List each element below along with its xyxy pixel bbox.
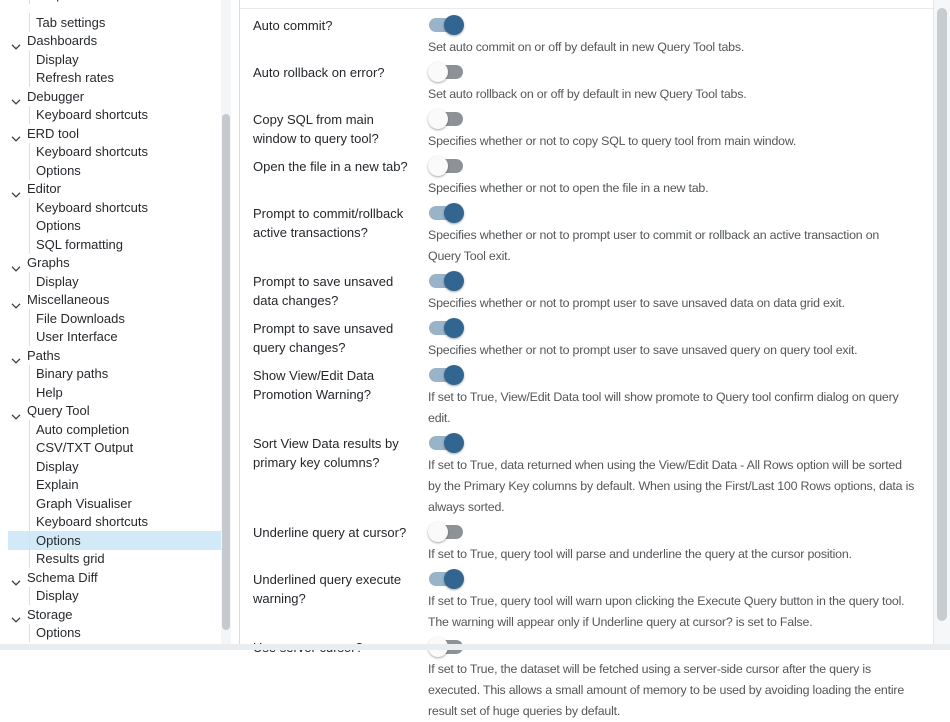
tree-item-label: Query Tool [27,403,90,419]
setting-control [428,522,950,565]
toggle-switch[interactable] [428,62,464,82]
tree-item-help[interactable] [8,383,222,402]
setting-label: Copy SQL from main window to query tool? [253,111,379,146]
tree-item-clipped-partial[interactable] [8,0,222,4]
tree-item-label: Graphs [27,255,70,271]
tree-item-results-grid[interactable] [8,550,222,569]
tree-item-label: Binary paths [36,366,109,382]
setting-help: If set to True, data returned when using the View/Edit Data - All Rows option will be sorted by the Primary Key columns by default. When using the First/Last 100 Rows options, data is always sorted. [428,458,915,514]
tree-item-label: Miscellaneous [27,292,110,308]
toggle-thumb [444,569,464,589]
setting-help: If set to True, query tool will warn upon clicking the Execute Query button in the query tool. The warning will appear only if Underline query at cursor? is set to False. [428,594,905,629]
setting-control [428,203,950,267]
tree-item-label: Schema Diff [27,569,98,585]
tree-item-keyboard-shortcuts[interactable] [8,106,222,125]
setting-row-sort-view-data-results-by-primary-key-columns [253,433,950,518]
tree-item-graph-visualiser[interactable] [8,494,222,513]
setting-label: Auto commit? [253,17,333,33]
toggle-thumb [444,318,464,338]
toggle-thumb [444,271,464,291]
tree-item-label: Tab settings [36,14,106,30]
tree-item-label: Help [36,384,63,400]
toggle-switch[interactable] [428,15,464,35]
tree-item-file-downloads[interactable] [8,309,222,328]
tree-item-options[interactable] [8,531,222,550]
setting-row-underline-query-at-cursor [253,522,950,565]
toggle-thumb [444,365,464,385]
setting-control [428,365,950,429]
chevron-down-icon[interactable] [11,93,21,99]
toggle-thumb [444,203,464,223]
setting-label: Open the file in a new tab? [253,158,408,174]
tree-item-tab-settings[interactable] [8,13,222,32]
dialog-bottom-edge [0,644,950,650]
chevron-down-icon[interactable] [11,38,21,44]
tree-item-label: Options [36,218,81,234]
setting-row-prompt-to-commit-rollback-active-transactions [253,203,950,267]
sidebar-scrollbar-track[interactable] [221,0,231,644]
chevron-down-icon[interactable] [11,186,21,192]
tree-item-label: Dashboards [27,33,98,49]
tree-item-label: Results grid [36,551,105,567]
preferences-sidebar [0,0,240,650]
tree-item-erd-tool[interactable] [8,124,222,143]
tree-item-label: ERD tool [27,125,80,141]
setting-label: Auto rollback on error? [253,64,385,80]
tree-item-storage[interactable] [8,605,222,624]
tree-item-dashboards[interactable] [8,32,222,51]
tree-item-label: CSV/TXT Output [36,440,134,456]
setting-label: Show View/Edit Data Promotion Warning? [253,367,375,402]
setting-control [428,156,950,199]
setting-row-prompt-to-save-unsaved-query-changes [253,318,950,361]
tree-item-label: Editor [27,181,61,197]
tree-item-miscellaneous[interactable] [8,291,222,310]
tree-item-auto-completion[interactable] [8,420,222,439]
query-tool-options-panel [240,0,950,718]
tree-item-explain[interactable] [8,476,222,495]
tree-item-editor[interactable] [8,180,222,199]
tree-item-label: Display [36,273,79,289]
chevron-down-icon[interactable] [11,260,21,266]
tree-item-keyboard-shortcuts[interactable] [8,513,222,532]
setting-control [428,433,950,518]
tree-item-label: Graph Visualiser [36,495,132,511]
toggle-thumb [428,156,448,176]
setting-row-copy-sql-from-main-window-to-query-tool [253,109,950,152]
tree-item-label: Keyboard shortcuts [36,199,149,215]
setting-help: Set auto rollback on or off by default in new Query Tool tabs. [428,87,747,101]
chevron-down-icon[interactable] [11,611,21,617]
setting-help: If set to True, the dataset will be fetched using a server-side cursor after the query is executed. This allows a small amount of memory to be used by avoiding loading the entire result set of huge queries by default. [428,662,905,718]
tree-item-schema-diff[interactable] [8,568,222,587]
toggle-switch[interactable] [428,271,464,291]
tree-item-label: Options [36,162,81,178]
tree-item-label: Auto completion [36,421,130,437]
tree-item-label: Display [36,51,79,67]
toggle-switch[interactable] [428,109,464,129]
sidebar-scrollbar-thumb[interactable] [222,114,230,630]
setting-row-auto-rollback-on-error [253,62,950,105]
toggle-switch[interactable] [428,203,464,223]
tree-item-sql-formatting[interactable] [8,235,222,254]
setting-help: Specifies whether or not to open the file in a new tab. [428,181,709,195]
tree-item-label: Refresh rates [36,70,115,86]
tree-item-display[interactable] [8,587,222,606]
toggle-thumb [428,522,448,542]
chevron-down-icon[interactable] [11,408,21,414]
setting-control [428,271,950,314]
tree-item-keyboard-shortcuts[interactable] [8,198,222,217]
setting-help: Specifies whether or not to prompt user to save unsaved data on data grid exit. [428,296,845,310]
setting-control [428,318,950,361]
setting-help: Specifies whether or not to copy SQL to query tool from main window. [428,134,797,148]
tree-item-label: Storage [27,606,73,622]
tree-item-debugger[interactable] [8,87,222,106]
tree-item-label: Options [36,625,81,641]
setting-row-auto-commit [253,15,950,58]
setting-control [428,15,950,58]
tree-item-label: Explain [36,477,79,493]
panel-scrollbar-track[interactable] [933,0,950,644]
tree-item-label: Paths [27,347,61,363]
setting-row-show-view-edit-data-promotion-warning [253,365,950,429]
toggle-switch[interactable] [428,156,464,176]
setting-control [428,569,950,633]
panel-top-divider [240,8,933,9]
setting-help: Set auto commit on or off by default in new Query Tool tabs. [428,40,745,54]
setting-label: Underlined query execute warning? [253,571,402,606]
setting-label: Sort View Data results by primary key columns? [253,435,399,470]
chevron-down-icon[interactable] [11,574,21,580]
tree-item-display[interactable] [8,50,222,69]
tree-item-display[interactable] [8,272,222,291]
tree-item-keyboard-shortcuts[interactable] [8,143,222,162]
tree-item-label: Options [36,532,81,548]
tree-item-label: Keyboard shortcuts [36,107,149,123]
setting-control [428,62,950,105]
preferences-tree [8,0,222,642]
setting-row-underlined-query-execute-warning [253,569,950,633]
tree-item-label: Debugger [27,88,85,104]
toggle-switch[interactable] [428,365,464,385]
panel-scrollbar-thumb[interactable] [937,8,947,621]
tree-item-binary-paths[interactable] [8,365,222,384]
toggle-switch[interactable] [428,522,464,542]
setting-help: If set to True, View/Edit Data tool will show promote to Query tool confirm dialog on query edit. [428,390,899,425]
tree-item-label: Keyboard shortcuts [36,144,149,160]
tree-item-user-interface[interactable] [8,328,222,347]
chevron-down-icon[interactable] [11,297,21,303]
tree-item-csv-txt-output[interactable] [8,439,222,458]
tree-item-graphs[interactable] [8,254,222,273]
setting-label: Prompt to save unsaved query changes? [253,320,394,355]
tree-item-options[interactable] [8,217,222,236]
tree-item-label: Keyboard shortcuts [36,514,149,530]
toggle-switch[interactable] [428,433,464,453]
setting-help: Specifies whether or not to prompt user to save unsaved query on query tool exit. [428,343,858,357]
setting-row-prompt-to-save-unsaved-data-changes [253,271,950,314]
toggle-switch[interactable] [428,569,464,589]
tree-item-display[interactable] [8,457,222,476]
tree-item-options[interactable] [8,624,222,643]
toggle-thumb [428,62,448,82]
settings-list [240,0,950,722]
tree-item-options[interactable] [8,161,222,180]
setting-label: Prompt to commit/rollback active transactions? [253,205,404,240]
tree-item-label: SQL formatting [36,236,123,252]
tree-item-label: Display [36,588,79,604]
tree-item-label: User Interface [36,329,118,345]
toggle-thumb [428,109,448,129]
setting-control [428,109,950,152]
chevron-down-icon[interactable] [11,352,21,358]
chevron-down-icon[interactable] [11,130,21,136]
tree-item-query-tool[interactable] [8,402,222,421]
toggle-thumb [444,15,464,35]
setting-help: Specifies whether or not to prompt user to commit or rollback an active transaction on Query Tool exit. [428,228,880,263]
setting-label: Prompt to save unsaved data changes? [253,273,394,308]
tree-item-label: File Downloads [36,310,125,326]
setting-help: If set to True, query tool will parse and underline the query at the cursor position. [428,547,852,561]
tree-item-label [36,0,95,2]
tree-item-refresh-rates[interactable] [8,69,222,88]
toggle-thumb [444,433,464,453]
setting-row-open-the-file-in-a-new-tab [253,156,950,199]
setting-label: Underline query at cursor? [253,524,407,540]
tree-item-label: Display [36,458,79,474]
toggle-switch[interactable] [428,318,464,338]
tree-item-paths[interactable] [8,346,222,365]
